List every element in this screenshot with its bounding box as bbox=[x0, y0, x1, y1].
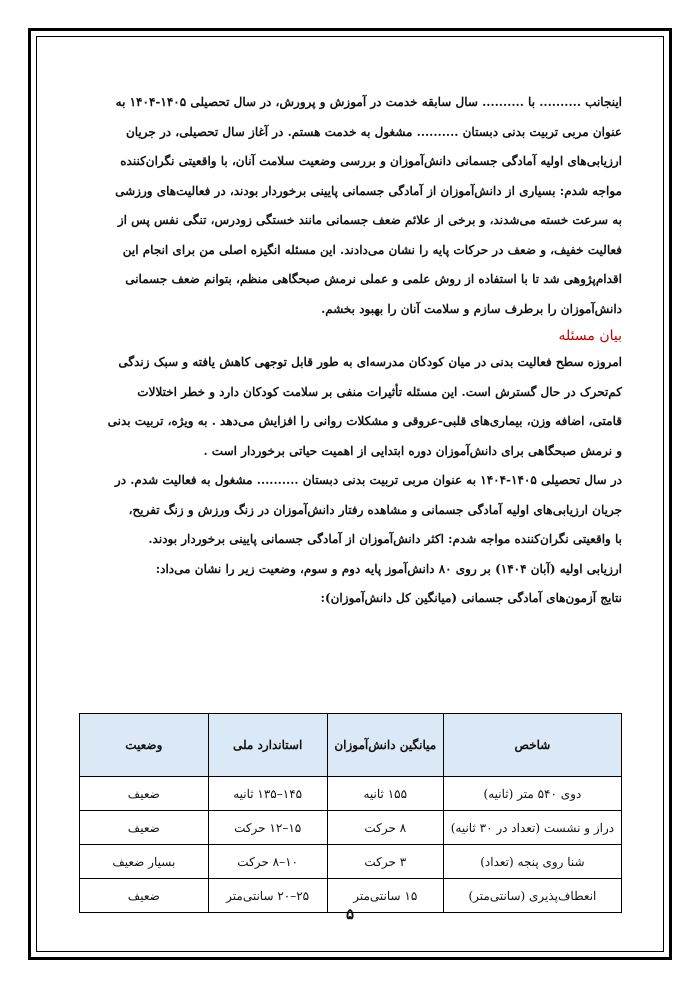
cell-mean: ۱۵۵ ثانیه bbox=[327, 777, 443, 811]
header-indicator: شاخص bbox=[443, 714, 621, 777]
table-caption: نتایج آزمون‌های آمادگی جسمانی (میانگین کل دانش‌آموزان): bbox=[320, 591, 622, 605]
cell-standard: ۱۴۵–۱۳۵ ثانیه bbox=[208, 777, 327, 811]
cell-indicator: دراز و نشست (تعداد در ۳۰ ثانیه) bbox=[443, 811, 621, 845]
text-line: جریان ارزیابی‌های اولیه آمادگی جسمانی و مشاهده رفتار دانش‌آموزان در زنگ ورزش و زنگ تفریح، bbox=[128, 502, 622, 517]
page-number: ۵ bbox=[345, 905, 355, 923]
cell-mean: ۸ حرکت bbox=[327, 811, 443, 845]
text-line: امروزه سطح فعالیت بدنی در میان کودکان مدرسه‌ای به طور قابل توجهی کاهش یافته و سبک زندگی bbox=[118, 355, 622, 369]
fitness-results-table bbox=[79, 713, 622, 913]
text-line: کم‌تحرک در حال گسترش است. این مسئله تأثیرات منفی بر سلامت کودکان دارد و خطر اختلالات bbox=[137, 384, 622, 399]
cell-status: بسیار ضعیف bbox=[80, 845, 209, 879]
text-line: فعالیت خفیف، و ضعف در حرکات پایه را نشان می‌دادند. این مسئله انگیزه اصلی من برای انجام این bbox=[122, 242, 622, 257]
table-row bbox=[80, 777, 622, 811]
cell-standard: ۱۵–۱۲ حرکت bbox=[208, 811, 327, 845]
text-line: اقدام‌پژوهی شد تا با استفاده از روش علمی و عملی نرمش صبحگاهی منظم، بتوانم ضعف جسمانی bbox=[125, 272, 622, 286]
text-line: دانش‌آموزان را برطرف سازم و سلامت آنان را بهبود بخشم. bbox=[321, 301, 622, 316]
text-line: قامتی، اضافه وزن، بیماری‌های قلبی-عروقی و مشکلات روانی را افزایش می‌دهد . به ویژه، تربیت بدنی bbox=[107, 414, 622, 428]
text-line: در سال تحصیلی ۱۴۰۵-۱۴۰۴ به عنوان مربی تربیت بدنی دبستان .......... مشغول به فعالیت شدم. در bbox=[114, 473, 622, 487]
cell-indicator: دوی ۵۴۰ متر (ثانیه) bbox=[443, 777, 621, 811]
text-line: ارزیابی اولیه (آبان ۱۴۰۴) بر روی ۸۰ دانش‌آموز پایه دوم و سوم، وضعیت زیر را نشان می‌داد: bbox=[155, 561, 622, 576]
cell-status: ضعیف bbox=[80, 777, 209, 811]
text-line: ارزیابی‌های اولیه آمادگی جسمانی دانش‌آموزان و بررسی وضعیت سلامت آنان، با واقعیتی نگران‌کننده bbox=[120, 154, 622, 168]
text-line: عنوان مربی تربیت بدنی دبستان .......... مشغول به خدمت هستم. در آغاز سال تحصیلی، در جریان bbox=[125, 124, 622, 139]
context-paragraph bbox=[78, 466, 622, 614]
table-row bbox=[80, 845, 622, 879]
document-body bbox=[78, 88, 622, 614]
text-line: با واقعیتی نگران‌کننده مواجه شدم: اکثر دانش‌آموزان از آمادگی جسمانی پایینی برخوردار بودند. bbox=[148, 532, 622, 546]
cell-indicator: انعطاف‌پذیری (سانتی‌متر) bbox=[443, 879, 621, 913]
problem-paragraph bbox=[78, 348, 622, 466]
text-line: مواجه شدم: بسیاری از دانش‌آموزان از آمادگی جسمانی پایینی برخوردار بودند، در فعالیت‌های ورزشی bbox=[115, 183, 622, 198]
cell-standard: ۱۰–۸ حرکت bbox=[208, 845, 327, 879]
cell-mean: ۳ حرکت bbox=[327, 845, 443, 879]
intro-paragraph bbox=[78, 88, 622, 324]
table-header-row bbox=[80, 714, 622, 777]
cell-indicator: شنا روی پنجه (تعداد) bbox=[443, 845, 621, 879]
table-row bbox=[80, 811, 622, 845]
cell-standard: ۲۵–۲۰ سانتی‌متر bbox=[208, 879, 327, 913]
section-heading: بیان مسئله bbox=[558, 328, 622, 344]
text-line: و نرمش صبحگاهی برای دانش‌آموزان دوره ابتدایی از اهمیت حیاتی برخوردار است . bbox=[203, 443, 622, 458]
header-mean: میانگین دانش‌آموزان bbox=[327, 714, 443, 777]
header-status: وضعیت bbox=[80, 714, 209, 777]
cell-status: ضعیف bbox=[80, 879, 209, 913]
cell-status: ضعیف bbox=[80, 811, 209, 845]
header-standard: استاندارد ملی bbox=[208, 714, 327, 777]
text-line: به سرعت خسته می‌شدند، و برخی از علائم ضعف جسمانی مانند خستگی زودرس، تنگی نفس پس از bbox=[117, 213, 622, 227]
cell-mean: ۱۵ سانتی‌متر bbox=[327, 879, 443, 913]
text-line: اینجانب .......... با .......... سال سابقه خدمت در آموزش و پرورش، در سال تحصیلی ۱۴۰۵-۱۴۰۴ به bbox=[115, 95, 622, 109]
